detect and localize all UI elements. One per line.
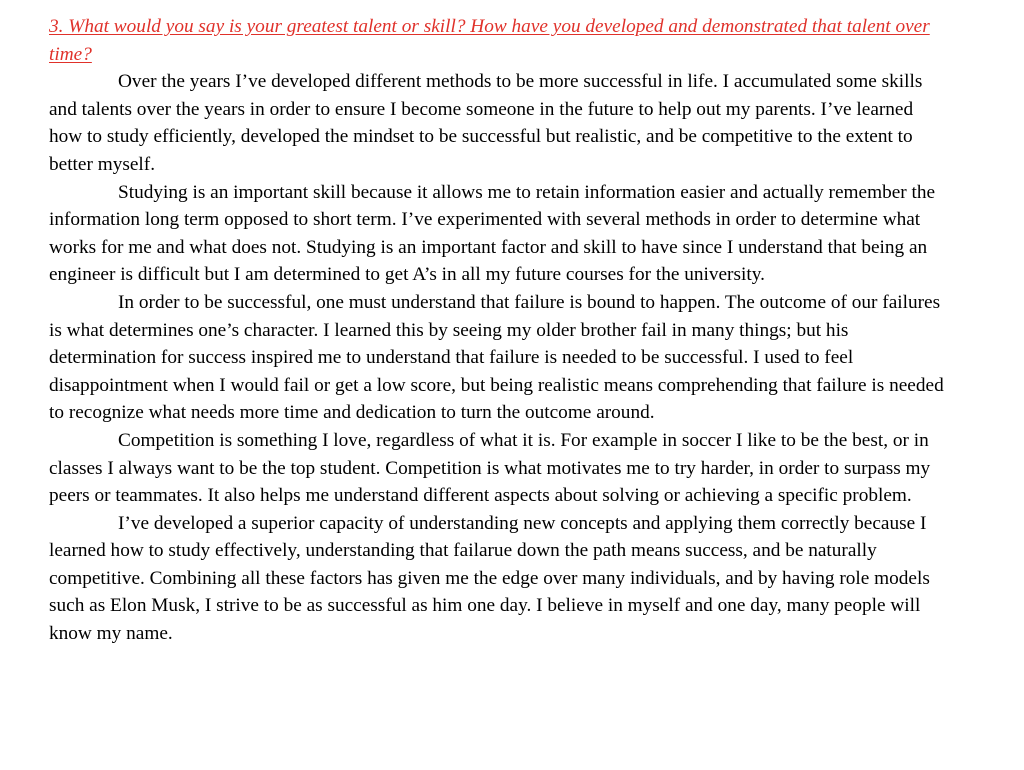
document-page <box>49 13 949 648</box>
paragraph-studying: Studying is an important skill because it allows me to retain information easier and actually remember the information long term opposed to short term. I’ve experimented with several methods in order to determine what works for me and what does not. Studying is an important factor and skill to have since I understand that being an engineer is difficult but I am determined to get A’s in all my future courses for the university. <box>49 181 936 286</box>
paragraph-competition: Competition is something I love, regardless of what it is. For example in soccer I like to be the best, or in classes I always want to be the top student. Competition is what motivates me to try harder, in order to surpass my peers or teammates. It also helps me understand different aspects about solving or achieving a specific problem. <box>49 429 931 507</box>
paragraph-intro: Over the years I’ve developed different methods to be more successful in life. I accumulated some skills and talents over the years in order to ensure I become someone in the future to help out my parents. I’ve learned how to study efficiently, developed the mindset to be successful but realistic, and be competitive to the extent to better myself. <box>49 71 923 175</box>
question-heading: 3. What would you say is your greatest talent or skill? How have you developed and demonstrated that talent over time? <box>49 16 930 65</box>
paragraph-conclusion: I’ve developed a superior capacity of understanding new concepts and applying them correctly because I learned how to study effectively, understanding that failarue down the path means success, and be naturally competitive. Combining all these factors has given me the edge over many individuals, and by having role models such as Elon Musk, I strive to be as successful as him one day. I believe in myself and one day, many people will know my name. <box>49 512 930 645</box>
paragraph-failure: In order to be successful, one must understand that failure is bound to happen. The outcome of our failures is what determines one’s character. I learned this by seeing my older brother fail in many things; but his determination for success inspired me to understand that failure is needed to be successful. I used to feel disappointment when I would fail or get a low score, but being realistic means comprehending that failure is needed to recognize what needs more time and dedication to turn the outcome around. <box>49 291 944 424</box>
